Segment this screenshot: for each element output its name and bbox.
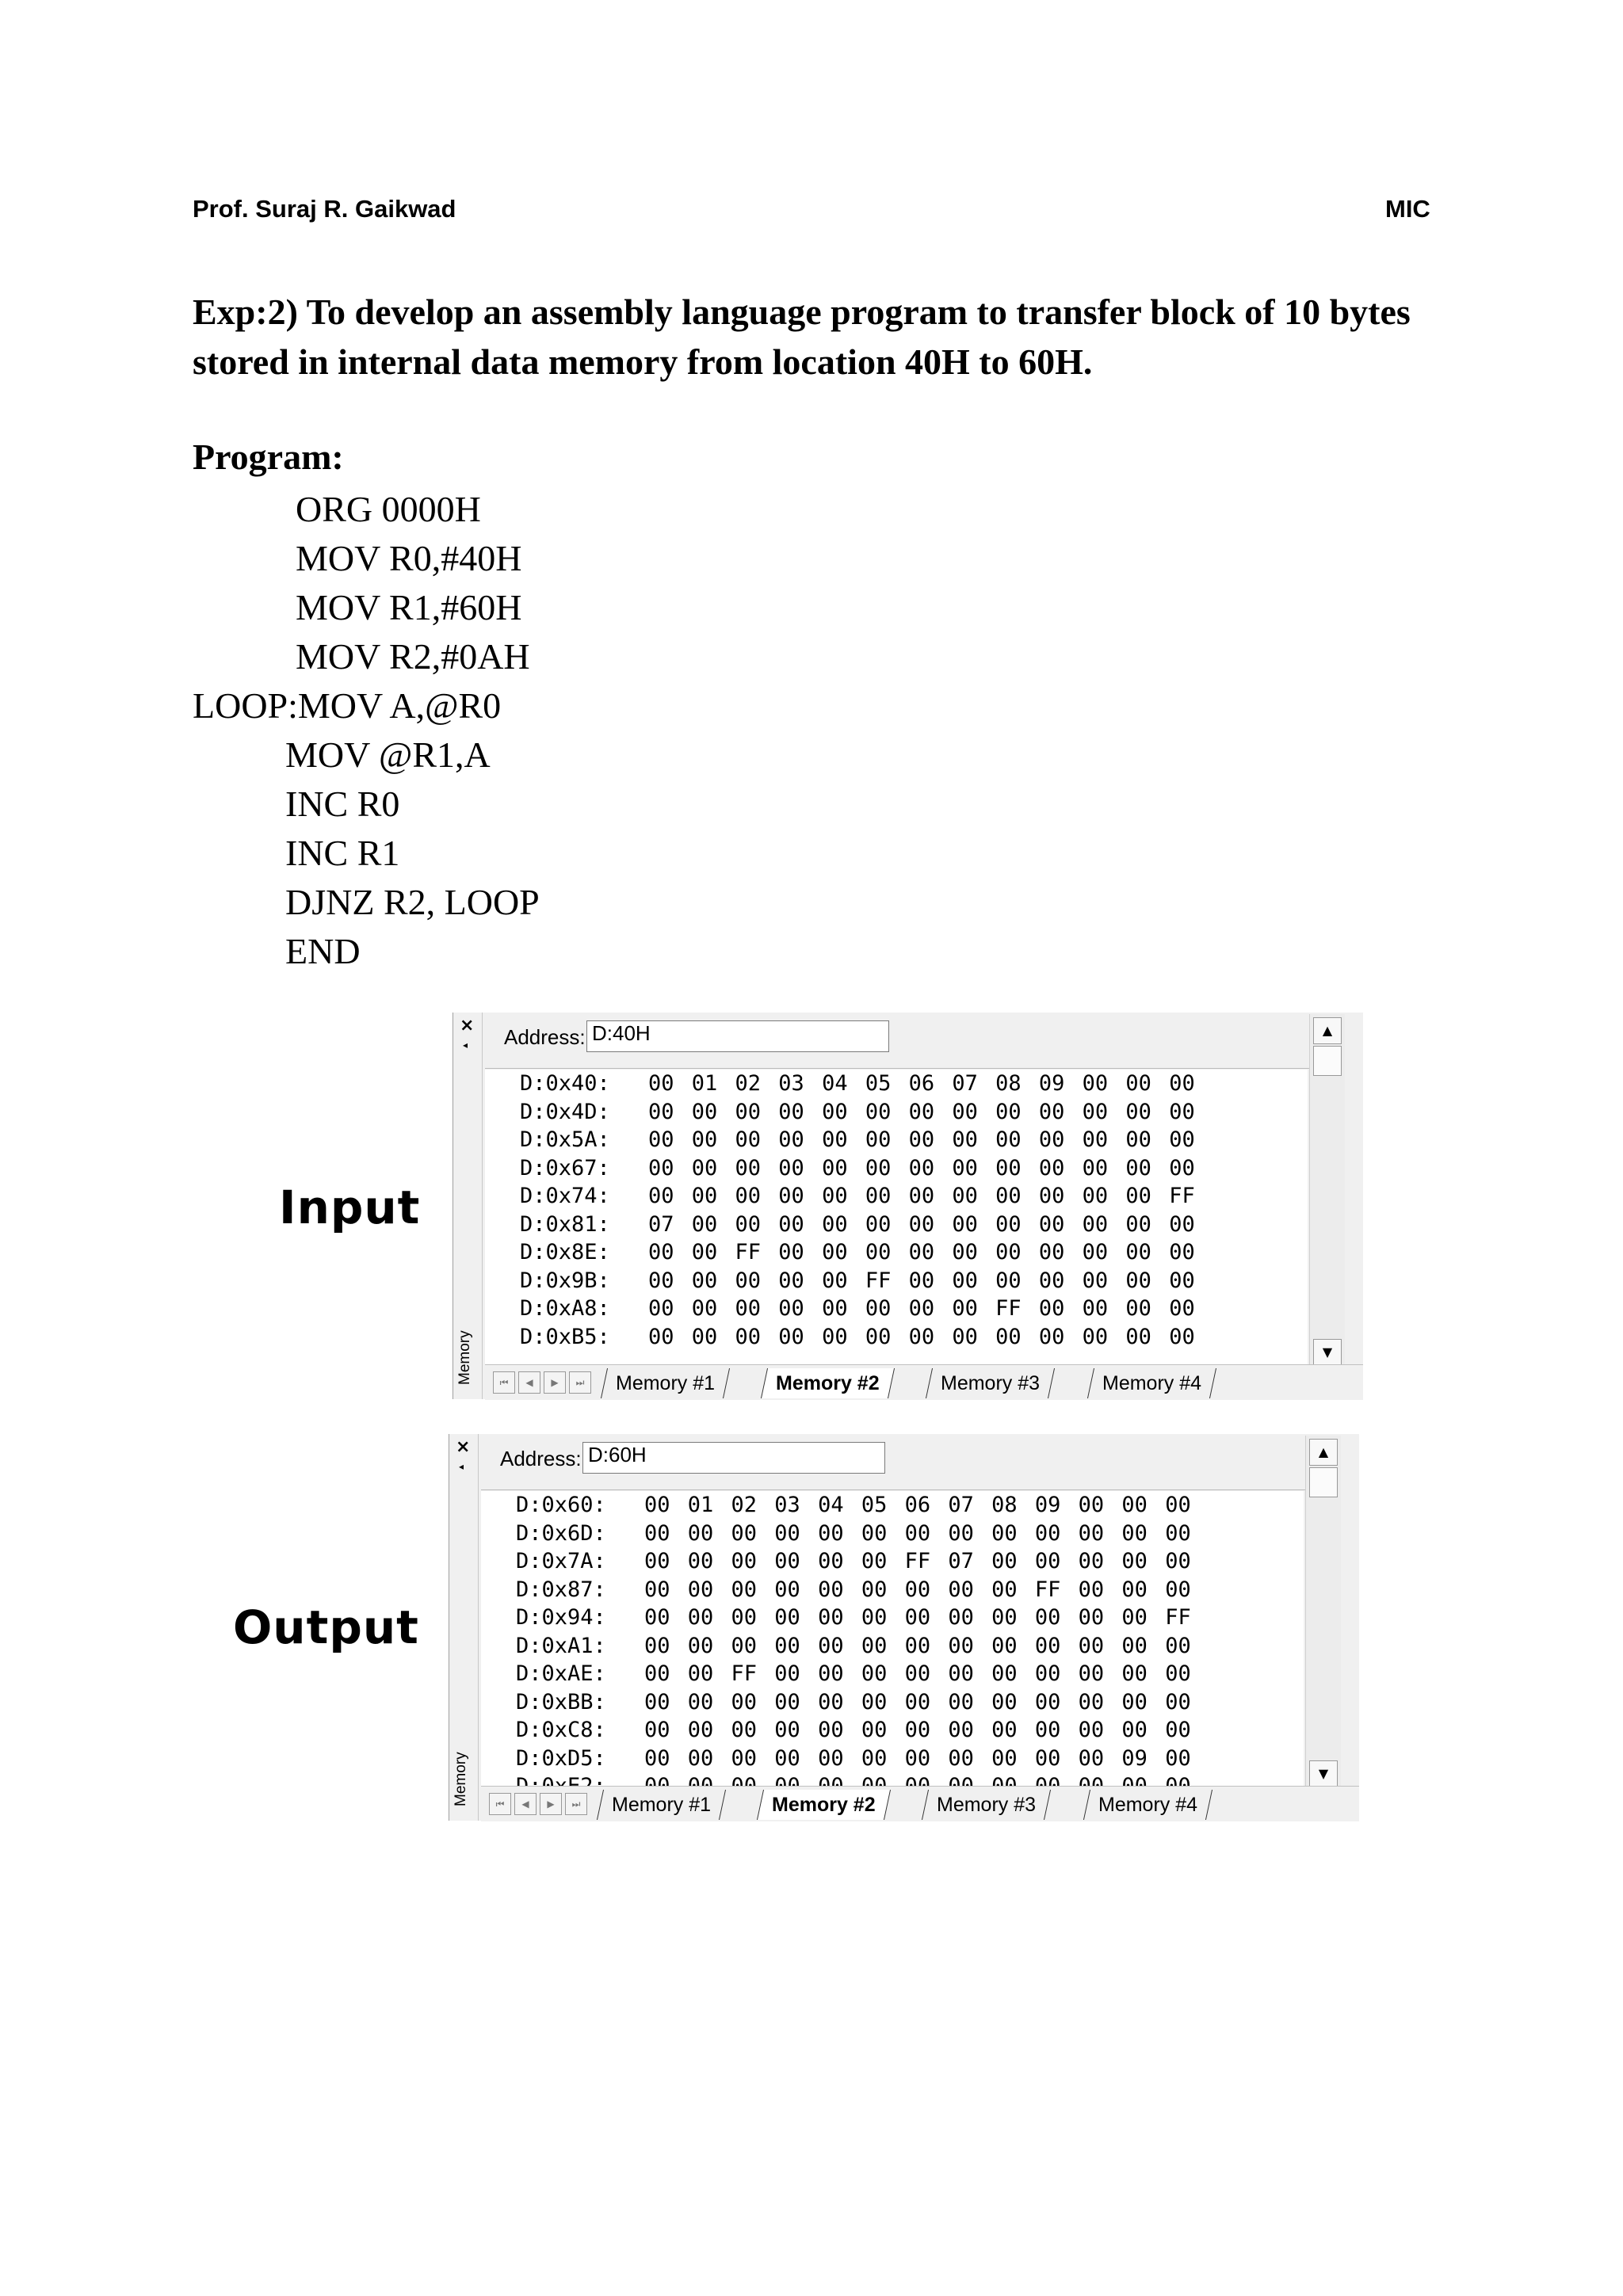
row-bytes: 00 01 02 03 04 05 06 07 08 09 00 00 00	[644, 1493, 1191, 1517]
vertical-scrollbar[interactable]	[1309, 1014, 1345, 1372]
tab-memory-1[interactable]: Memory #1	[597, 1790, 726, 1820]
row-bytes: 00 00 00 00 00 00 FF 07 00 00 00 00 00	[644, 1549, 1191, 1573]
row-address: D:0xD5:	[516, 1745, 606, 1771]
output-label: Output	[233, 1600, 419, 1654]
memory-row	[481, 1745, 1304, 1773]
prev-tab-icon[interactable]: ◀	[518, 1371, 540, 1394]
scroll-up-arrow-icon[interactable]: ▲	[1313, 1017, 1342, 1044]
code-line: MOV R2,#0AH	[296, 636, 530, 677]
memory-side-strip	[449, 1434, 479, 1821]
row-address: D:0xB5:	[520, 1324, 610, 1349]
row-address: D:0x4D:	[520, 1099, 610, 1124]
memory-tab-bar	[481, 1786, 1359, 1821]
code-line: END	[285, 931, 361, 971]
code-line: MOV @R1,A	[285, 734, 491, 775]
scroll-thumb[interactable]	[1313, 1046, 1342, 1076]
row-bytes: 00 00 FF 00 00 00 00 00 00 00 00 00 00	[648, 1240, 1195, 1264]
memory-row	[485, 1267, 1308, 1295]
scroll-down-arrow-icon[interactable]: ▼	[1309, 1760, 1338, 1787]
memory-row	[485, 1238, 1308, 1267]
row-bytes: 00 00 00 00 00 00 00 00 00 00 00 00 00	[644, 1718, 1191, 1742]
row-address: D:0xC8:	[516, 1718, 606, 1742]
memory-row	[481, 1604, 1304, 1632]
row-address: D:0x5A:	[520, 1127, 610, 1152]
tab-memory-2[interactable]: Memory #2	[761, 1368, 895, 1398]
memory-row	[485, 1070, 1308, 1098]
program-code-block-setup	[296, 485, 530, 681]
row-bytes: 00 00 00 00 00 00 00 00 00 00 00 00 00	[644, 1520, 1191, 1546]
memory-row	[481, 1520, 1304, 1548]
memory-row	[485, 1295, 1308, 1323]
memory-row	[485, 1126, 1308, 1154]
row-bytes: 00 00 00 00 00 00 00 00 00 00 00 00 00	[648, 1324, 1195, 1349]
code-line: MOV R1,#60H	[296, 587, 522, 627]
address-label: Address:	[504, 1025, 586, 1049]
row-address: D:0xBB:	[516, 1689, 606, 1714]
first-tab-icon[interactable]: ⏮	[493, 1371, 515, 1394]
memory-row	[485, 1098, 1308, 1127]
address-input[interactable]: D:60H	[582, 1442, 885, 1474]
memory-row	[481, 1688, 1304, 1717]
tab-memory-4[interactable]: Memory #4	[1083, 1790, 1212, 1820]
tab-memory-3[interactable]: Memory #3	[926, 1368, 1055, 1398]
memory-row	[481, 1491, 1304, 1520]
address-label: Address:	[500, 1447, 582, 1470]
code-line: ORG 0000H	[296, 489, 481, 529]
row-bytes: 00 00 00 00 00 00 00 00 00 00 00 00 00	[644, 1689, 1191, 1714]
pin-arrow-icon[interactable]: ◂	[463, 1039, 468, 1051]
course-code: MIC	[1385, 195, 1430, 223]
memory-row	[485, 1323, 1308, 1352]
memory-row	[481, 1547, 1304, 1576]
row-address: D:0x8E:	[520, 1240, 610, 1264]
tab-memory-4[interactable]: Memory #4	[1087, 1368, 1216, 1398]
memory-row	[481, 1716, 1304, 1745]
output-memory-window	[449, 1434, 1359, 1821]
scroll-down-arrow-icon[interactable]: ▼	[1313, 1339, 1342, 1366]
vertical-scrollbar[interactable]	[1305, 1436, 1341, 1794]
memory-tab-bar	[485, 1364, 1363, 1400]
row-address: D:0x94:	[516, 1605, 606, 1630]
pin-arrow-icon[interactable]: ◂	[459, 1461, 464, 1472]
tab-memory-1[interactable]: Memory #1	[601, 1368, 730, 1398]
row-bytes: 00 00 FF 00 00 00 00 00 00 00 00 00 00	[644, 1661, 1191, 1686]
row-address: D:0x81:	[520, 1211, 610, 1237]
row-bytes: 00 00 00 00 00 00 00 00 00 00 00 00 FF	[644, 1605, 1191, 1630]
memory-row	[485, 1182, 1308, 1211]
row-address: D:0x6D:	[516, 1520, 606, 1546]
code-line: INC R0	[285, 784, 400, 824]
code-line-loop: LOOP:MOV A,@R0	[193, 685, 502, 726]
prev-tab-icon[interactable]: ◀	[514, 1793, 537, 1815]
tab-memory-3[interactable]: Memory #3	[922, 1790, 1051, 1820]
memory-row	[481, 1576, 1304, 1604]
row-address: D:0x60:	[516, 1493, 606, 1517]
first-tab-icon[interactable]: ⏮	[489, 1793, 511, 1815]
row-bytes: 00 00 00 00 00 00 00 00 00 00 00 09 00	[644, 1745, 1191, 1771]
row-address: D:0x9B:	[520, 1268, 610, 1293]
memory-row	[481, 1660, 1304, 1688]
memory-row	[485, 1154, 1308, 1183]
row-bytes: 00 00 00 00 00 00 00 00 00 FF 00 00 00	[644, 1577, 1191, 1602]
row-bytes: 00 00 00 00 00 00 00 00 00 00 00 00 00	[648, 1099, 1195, 1124]
memory-panel-title: Memory	[453, 1752, 469, 1806]
code-line: DJNZ R2, LOOP	[285, 882, 540, 922]
row-bytes: 00 00 00 00 00 FF 00 00 00 00 00 00 00	[648, 1268, 1195, 1293]
row-bytes: 00 00 00 00 00 00 00 00 00 00 00 00 FF	[648, 1184, 1195, 1208]
row-bytes: 07 00 00 00 00 00 00 00 00 00 00 00 00	[648, 1211, 1195, 1237]
author-name: Prof. Suraj R. Gaikwad	[193, 195, 456, 223]
row-address: D:0xA8:	[520, 1296, 610, 1321]
address-bar	[481, 1434, 1337, 1490]
row-address: D:0x74:	[520, 1184, 610, 1208]
memory-row	[485, 1211, 1308, 1239]
row-bytes: 00 00 00 00 00 00 00 00 FF 00 00 00 00	[648, 1296, 1195, 1321]
row-bytes: 00 00 00 00 00 00 00 00 00 00 00 00 00	[648, 1155, 1195, 1180]
row-address: D:0x87:	[516, 1577, 606, 1602]
tab-memory-2[interactable]: Memory #2	[757, 1790, 891, 1820]
last-tab-icon[interactable]: ⏭	[569, 1371, 591, 1394]
address-input[interactable]: D:40H	[586, 1020, 889, 1052]
code-line: MOV R0,#40H	[296, 538, 522, 578]
memory-row	[481, 1632, 1304, 1661]
code-line: INC R1	[285, 833, 400, 873]
memory-side-strip	[453, 1013, 483, 1399]
row-address: D:0xAE:	[516, 1661, 606, 1686]
row-bytes: 00 01 02 03 04 05 06 07 08 09 00 00 00	[648, 1071, 1195, 1096]
scroll-thumb[interactable]	[1309, 1467, 1338, 1497]
memory-panel-title: Memory	[456, 1330, 473, 1385]
input-memory-window	[453, 1013, 1363, 1399]
row-address: D:0x67:	[520, 1155, 610, 1180]
experiment-title: Exp:2) To develop an assembly language program to transfer block of 10 bytes stored in internal data memory from location 40H to 60H.	[193, 292, 1411, 382]
close-icon[interactable]: ×	[456, 1437, 471, 1457]
row-bytes: 00 00 00 00 00 00 00 00 00 00 00 00 00	[644, 1633, 1191, 1658]
program-code-block-loop	[285, 730, 540, 976]
scroll-up-arrow-icon[interactable]: ▲	[1309, 1439, 1338, 1466]
close-icon[interactable]: ×	[460, 1016, 475, 1035]
row-bytes: 00 00 00 00 00 00 00 00 00 00 00 00 00	[648, 1127, 1195, 1152]
input-label: Input	[279, 1180, 421, 1234]
next-tab-icon[interactable]: ▶	[540, 1793, 562, 1815]
address-bar	[485, 1013, 1341, 1069]
next-tab-icon[interactable]: ▶	[544, 1371, 566, 1394]
memory-dump[interactable]	[481, 1491, 1304, 1786]
row-address: D:0x7A:	[516, 1549, 606, 1573]
last-tab-icon[interactable]: ⏭	[565, 1793, 587, 1815]
program-heading: Program:	[193, 437, 344, 477]
row-address: D:0xA1:	[516, 1633, 606, 1658]
row-address: D:0x40:	[520, 1071, 610, 1096]
memory-dump[interactable]	[485, 1070, 1308, 1364]
